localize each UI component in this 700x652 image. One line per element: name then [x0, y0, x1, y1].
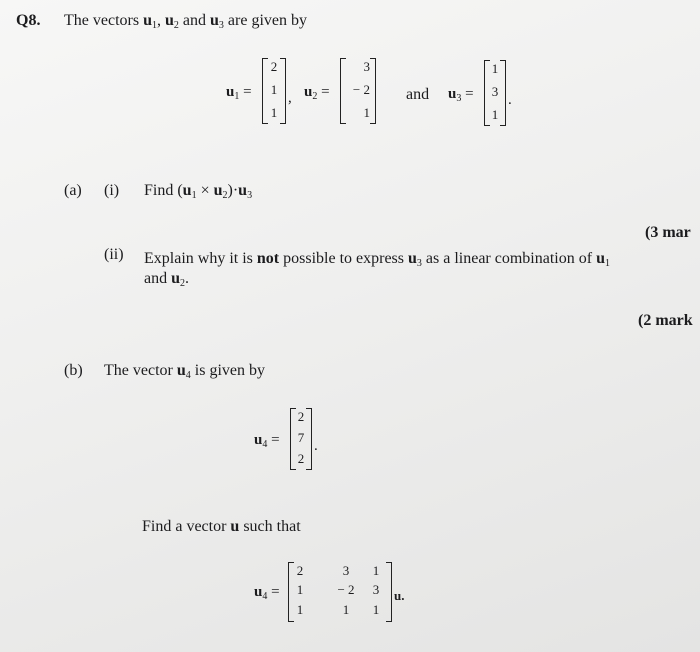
u1-entry: 1 [270, 105, 278, 120]
matrix-entry: 1 [296, 582, 304, 597]
question-intro: The vectors $u_1$, $u_2$ and $u_3$ are given by [64, 12, 307, 31]
u2-entry: 3 [363, 59, 370, 74]
part-a-i-text: Find $(u_1 \times u_2)\cdot u_3$ [144, 182, 253, 201]
u3-entry: 3 [491, 84, 499, 99]
find-vector-text: Find a vector u such that [142, 518, 301, 535]
matrix-entry: 2 [296, 563, 304, 578]
part-a-i-label: (i) [104, 182, 120, 199]
matrix-entry: 1 [372, 602, 380, 617]
matrix-entry: 3 [342, 563, 350, 578]
u3-entry: 1 [491, 61, 499, 76]
marks-a-i: (3 mar [645, 224, 691, 241]
u2-entry: 1 [363, 105, 370, 120]
u1-entry: 2 [270, 59, 278, 74]
u1-matrix [262, 58, 286, 124]
u3-matrix [484, 60, 506, 126]
u1-entry: 1 [270, 82, 278, 97]
u2-entry: − 2 [352, 82, 370, 97]
u3-entry: 1 [491, 107, 499, 122]
marks-a-ii: (2 mark [638, 312, 693, 329]
part-b-label: (b) [64, 362, 83, 379]
matrix-entry: 3 [372, 582, 380, 597]
u4-entry: 7 [297, 430, 305, 445]
matrix-entry: 1 [296, 602, 304, 617]
u4-entry: 2 [297, 451, 305, 466]
matrix-entry: − 2 [337, 582, 355, 597]
u2-matrix [340, 58, 376, 124]
u-vector-suffix: u. [394, 588, 405, 603]
matrix-entry: 1 [372, 563, 380, 578]
part-a-ii-label: (ii) [104, 246, 124, 263]
u4-entry: 2 [297, 409, 305, 424]
question-number: Q8. [16, 12, 41, 29]
part-a-label: (a) [64, 182, 82, 199]
matrix-entry: 1 [342, 602, 350, 617]
u4-matrix [290, 408, 312, 470]
part-a-ii-text-line2: and $u_2$. [144, 270, 190, 289]
part-a-ii-text-line1: Explain why it is not possible to express $u_3$ as a linear combination of $u_1$ [144, 250, 610, 269]
part-b-text: The vector $u_4$ is given by [104, 362, 265, 381]
coefficient-matrix [288, 562, 392, 622]
and-word: and [406, 86, 430, 103]
